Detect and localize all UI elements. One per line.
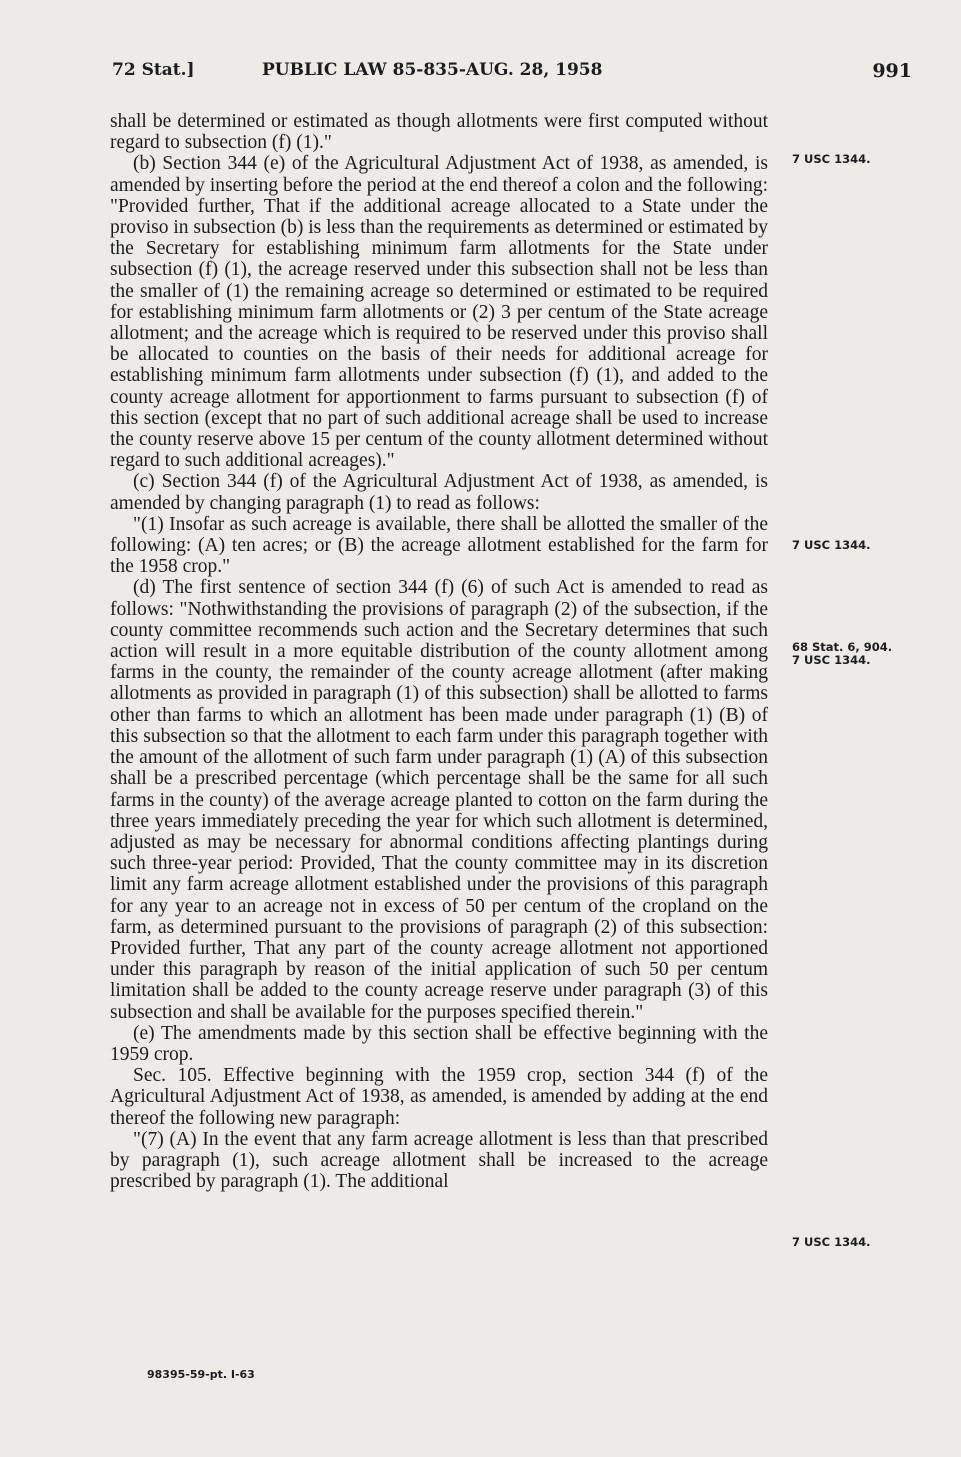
page-number: 991 [872, 60, 912, 82]
page-footer: 98395-59-pt. I-63 [147, 1368, 255, 1381]
margin-note: 7 USC 1344. [792, 1235, 871, 1249]
paragraph: shall be determined or estimated as though allotments were first computed without regard to subsection (f) (1)." [110, 111, 768, 154]
header-title: PUBLIC LAW 85-835-AUG. 28, 1958 [262, 60, 603, 80]
paragraph: "(7) (A) In the event that any farm acreage allotment is less than that prescribed by paragraph (1), such acreage allotment shall be increased to the acreage prescribed by paragraph (1). The additional [110, 1128, 768, 1193]
header-volume: 72 Stat.] [112, 60, 195, 80]
paragraph: (b) Section 344 (e) of the Agricultural Adjustment Act of 1938, as amended, is amended by inserting before the period at the end thereof a colon and the following: "Provided further, That if the additional acreage allocated to a State under the proviso in subsection (b) is less than the requirements as determined or estimated by the Secretary for establishing minimum farm allotments for the State under subsection (f) (1), the acreage reserved under this subsection shall not be less than the smaller of (1) the remaining acreage so determined or estimated to be required for establishing minimum farm allotments or (2) 3 per centum of the State acreage allotment; and the acreage which is required to be reserved under this proviso shall be allocated to counties on the basis of their needs for additional acreage for establishing minimum farm allotments under subsection (f) (1), and added to the county acreage allotment for apportionment to farms pursuant to subsection (f) of this section (except that no part of such additional acreage shall be used to increase the county reserve above 15 per centum of the county allotment determined without regard to such additional acreages)." [110, 153, 768, 472]
paragraph: (c) Section 344 (f) of the Agricultural Adjustment Act of 1938, as amended, is amended by changing paragraph (1) to read as follows: [110, 471, 768, 514]
paragraph: (e) The amendments made by this section shall be effective beginning with the 1959 crop. [110, 1022, 768, 1065]
margin-note: 7 USC 1344. [792, 152, 871, 166]
page-header [112, 60, 922, 90]
paragraph: Sec. 105. Effective beginning with the 1959 crop, section 344 (f) of the Agricultural Adjustment Act of 1938, as amended, is amended by adding at the end thereof the following new paragraph: [110, 1065, 768, 1129]
margin-note: 7 USC 1344. [792, 653, 871, 667]
paragraph: "(1) Insofar as such acreage is available, there shall be allotted the smaller of the following: (A) ten acres; or (B) the acreage allotment established for the farm for the 1958 crop." [110, 513, 768, 578]
margin-note: 7 USC 1344. [792, 538, 871, 552]
body-text [110, 111, 768, 1192]
margin-note: 68 Stat. 6, 904. [792, 640, 893, 654]
paragraph: (d) The first sentence of section 344 (f) (6) of such Act is amended to read as follows: "Nothwithstanding the provisions of paragraph (2) of the subsection, if the county committee recommends such action and the Secretary determines that such action will result in a more equitable distribution of the county allotment among farms in the county, the remainder of the county acreage allotment (after making allotments as provided in paragraph (1) of this subsection) shall be allotted to farms other than farms to which an allotment has been made under paragraph (1) (B) of this subsection so that the allotment to each farm under this paragraph together with the amount of the allotment of such farm under paragraph (1) (A) of this subsection shall be a prescribed percentage (which percentage shall be the same for all such farms in the county) of the average acreage planted to cotton on the farm during the three years immediately preceding the year for which such allotment is determined, adjusted as may be necessary for abnormal conditions affecting plantings during such three-year period: Provided, That the county committee may in its discretion limit any farm acreage allotment established under the provisions of this paragraph for any year to an acreage not in excess of 50 per centum of the cropland on the farm, as determined pursuant to the provisions of paragraph (2) of this subsection: Provided further, That any part of the county acreage allotment not apportioned under this paragraph by reason of the initial application of such 50 per centum limitation shall be added to the county acreage reserve under paragraph (3) of this subsection and shall be available for the purposes specified therein." [110, 577, 768, 1023]
